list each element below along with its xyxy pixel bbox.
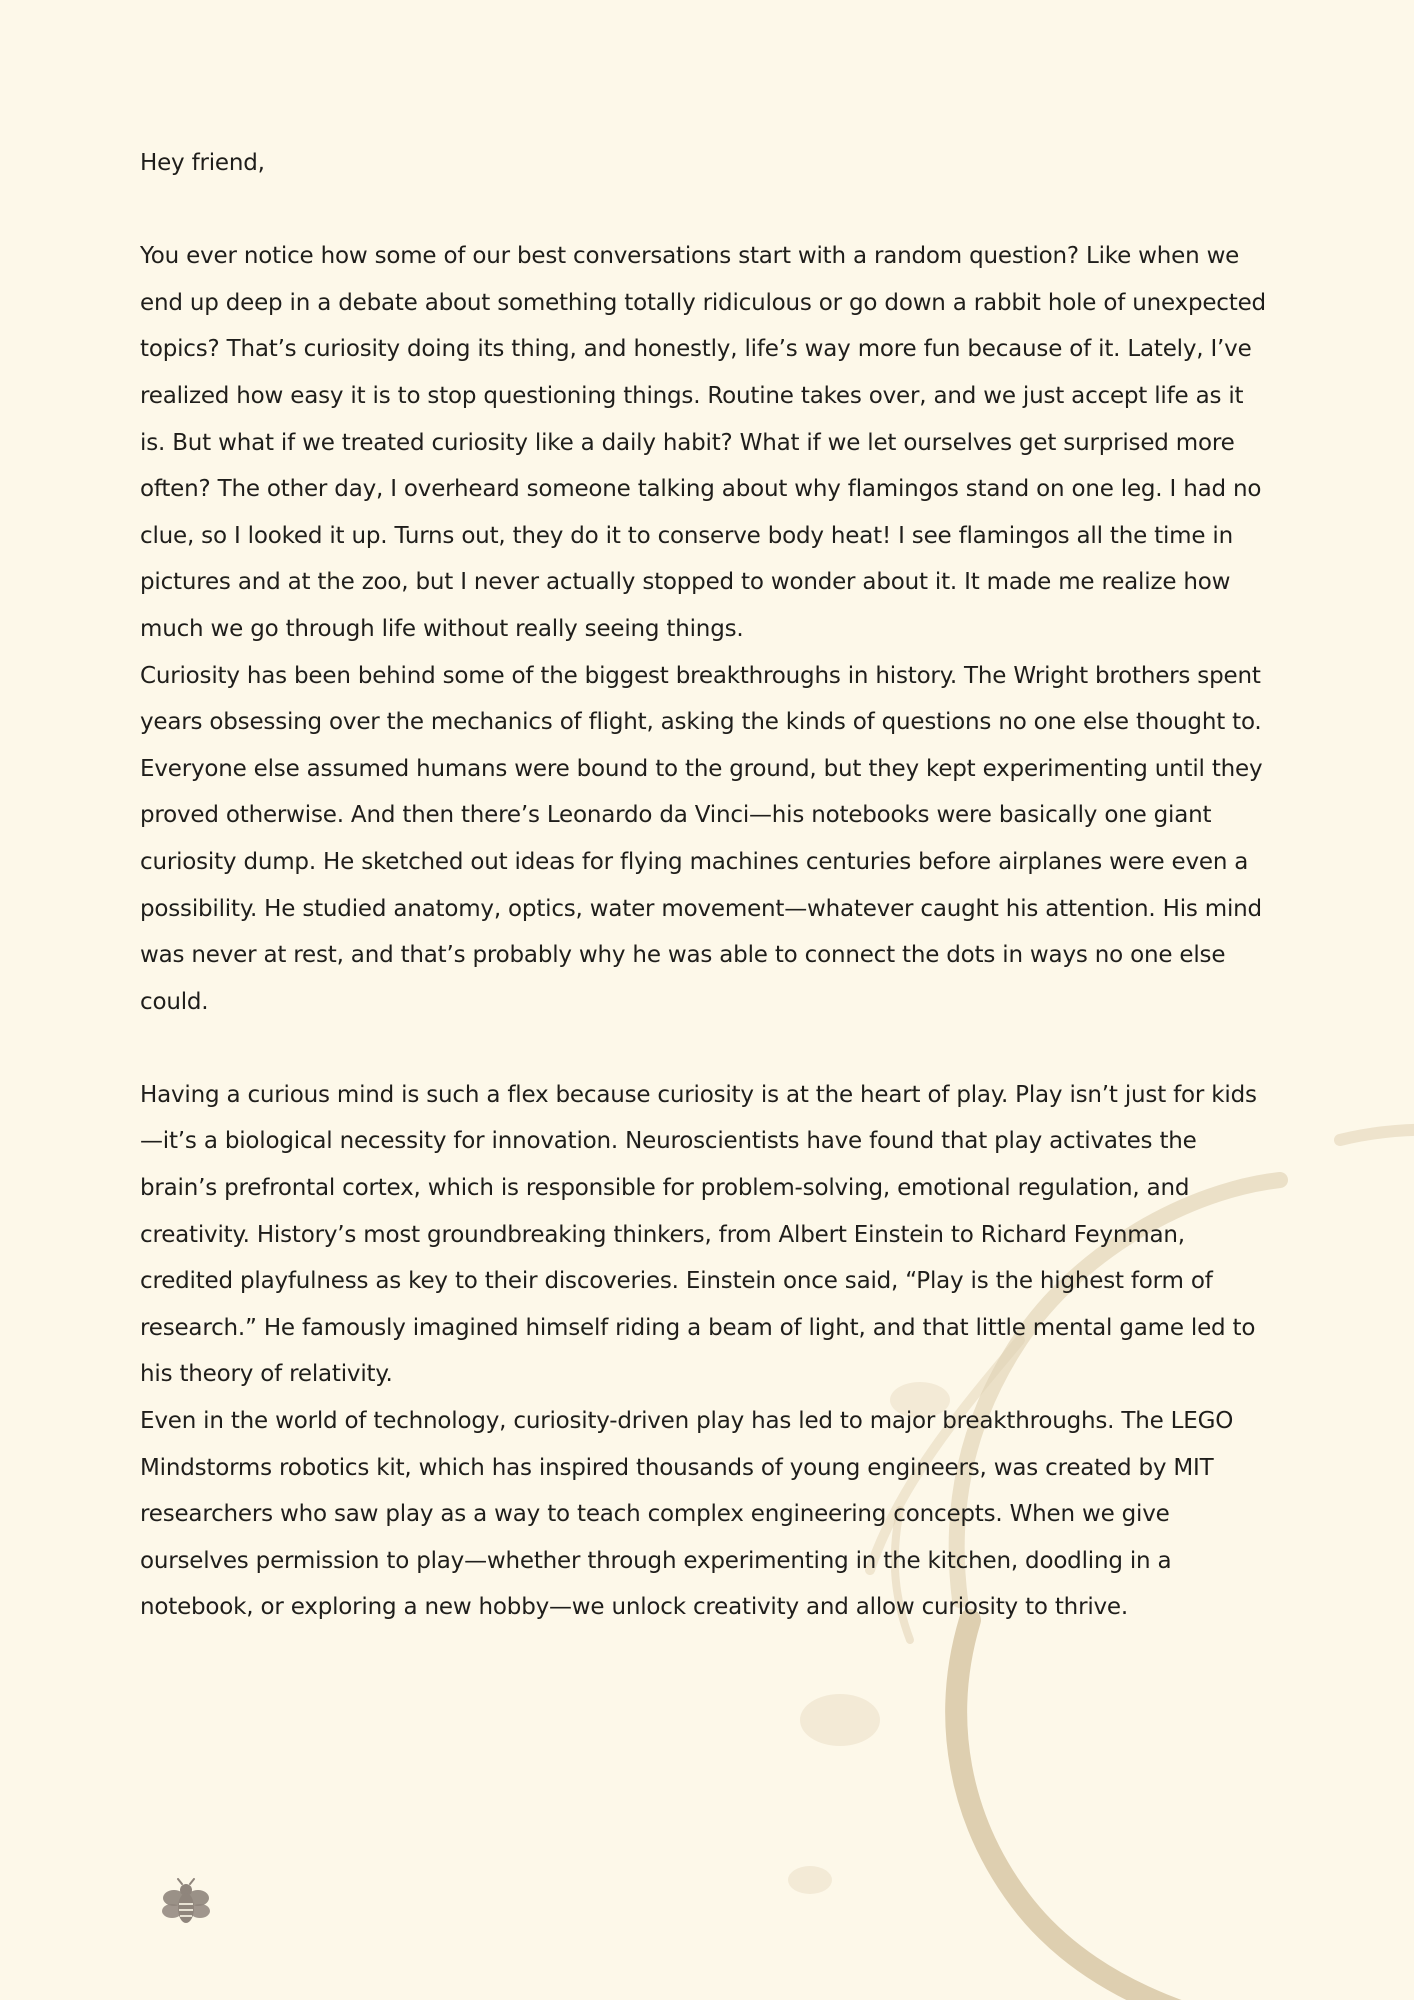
letter-paragraph-4: Even in the world of technology, curiosity-driven play has led to major breakthroughs. The LEGO Mindstorms robotics kit, which has inspired thousands of young engineers, was created by MIT researchers who saw play as a way to teach complex engineering concepts. When we give ourselves permission to play—whether through experimenting in the kitchen, doodling in a notebook, or exploring a new hobby—we unlock creativity and allow curiosity to thrive.	[140, 1408, 1234, 1621]
letter-paragraph-3: Having a curious mind is such a flex because curiosity is at the heart of play. Play isn’t just for kids—it’s a biological necessity for innovation. Neuroscientists have found that play activates the brain’s prefrontal cortex, which is responsible for problem-solving, emotional regulation, and creativity. History’s most groundbreaking thinkers, from Albert Einstein to Richard Feynman, credited playfulness as key to their discoveries. Einstein once said, “Play is the highest form of research.” He famously imagined himself riding a beam of light, and that little mental game led to his theory of relativity.	[140, 1081, 1257, 1388]
letter-greeting: Hey friend,	[140, 150, 265, 176]
letter-paragraph-1: You ever notice how some of our best conversations start with a random question? Like when we end up deep in a debate about something totally ridiculous or go down a rabbit hole of unexpected topics? That’s curiosity doing its thing, and honestly, life’s way more fun because of it. Lately, I’ve realized how easy it is to stop questioning things. Routine takes over, and we just accept life as it is. But what if we treated curiosity like a daily habit? What if we let ourselves get surprised more often? The other day, I overheard someone talking about why flamingos stand on one leg. I had no clue, so I looked it up. Turns out, they do it to conserve body heat! I see flamingos all the time in pictures and at the zoo, but I never actually stopped to wonder about it. It made me realize how much we go through life without really seeing things.	[140, 243, 1266, 642]
letter-paragraph-2: Curiosity has been behind some of the biggest breakthroughs in history. The Wright brothers spent years obsessing over the mechanics of flight, asking the kinds of questions no one else thought to. Everyone else assumed humans were bound to the ground, but they kept experimenting until they proved otherwise. And then there’s Leonardo da Vinci—his notebooks were basically one giant curiosity dump. He sketched out ideas for flying machines centuries before airplanes were even a possibility. He studied anatomy, optics, water movement—whatever caught his attention. His mind was never at rest, and that’s probably why he was able to connect the dots in ways no one else could.	[140, 662, 1263, 1015]
letter-body	[140, 140, 1270, 1631]
paragraph-spacer	[140, 1025, 1270, 1072]
bee-icon	[160, 1878, 212, 1930]
